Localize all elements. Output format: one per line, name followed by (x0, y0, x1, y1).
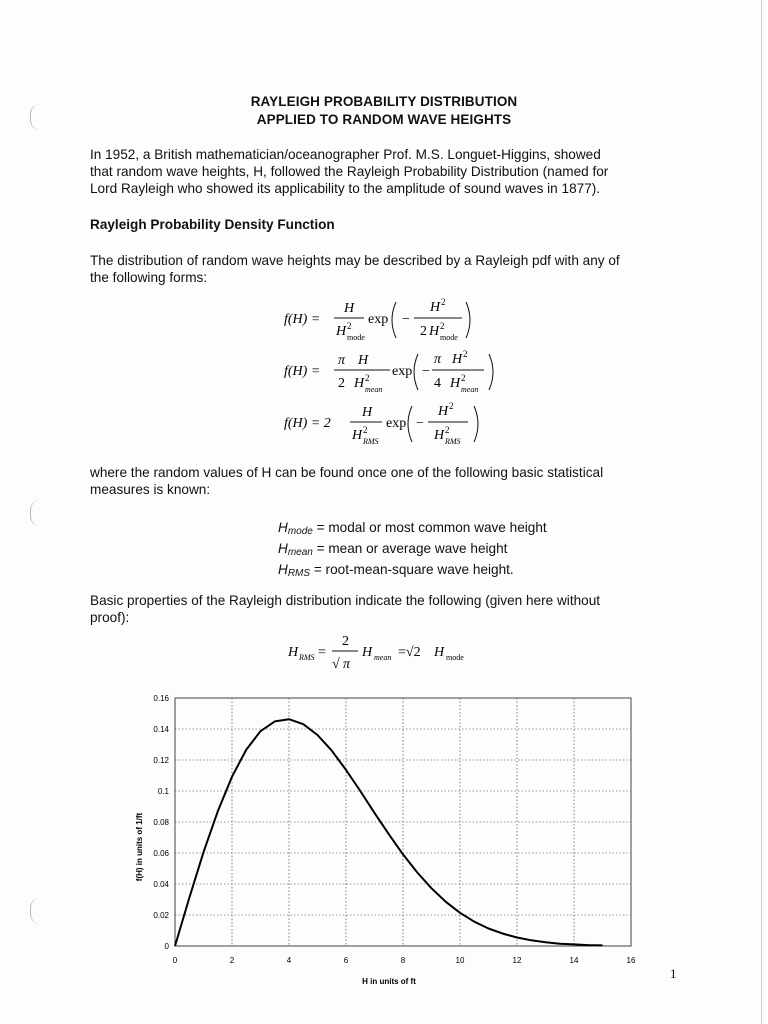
def-subscript: mode (287, 526, 313, 537)
eq-sup: 2 (463, 349, 468, 359)
rel-symbol: H (362, 645, 373, 660)
properties-line: proof): (90, 610, 130, 625)
intro-line: In 1952, a British mathematician/oceanographer Prof. M.S. Longuet-Higgins, showed (90, 147, 601, 162)
chart-ticks (153, 694, 636, 965)
document-title-line-1: RAYLEIGH PROBABILITY DISTRIBUTION (250, 94, 518, 109)
eq-sup: 2 (441, 297, 446, 307)
y-tick-label: 0.04 (153, 880, 169, 889)
eq-numerator: H (438, 404, 449, 419)
y-tick-label: 0.02 (153, 911, 169, 920)
left-paren (414, 354, 418, 390)
eq-sub: RMS (363, 437, 379, 446)
equation-rms-form (284, 400, 494, 451)
x-axis-label: H in units of ft (362, 977, 416, 986)
eq-denominator: H (354, 376, 365, 391)
x-tick-label: 2 (229, 956, 235, 965)
chart-grid (175, 698, 631, 946)
definition-rms (278, 561, 547, 582)
def-symbol: H (278, 562, 288, 577)
eq-coefficient: 2 (420, 324, 427, 339)
y-tick-label: 0.06 (153, 849, 169, 858)
intro-line: Lord Rayleigh who showed its applicability to the amplitude of sound waves in 1877). (90, 181, 601, 196)
pdf-line: the following forms: (90, 270, 208, 285)
punch-hole-mark (30, 500, 41, 526)
eq-denominator: H (429, 324, 440, 339)
left-paren (408, 406, 412, 442)
section-heading: Rayleigh Probability Density Function (90, 217, 335, 232)
eq-numerator: H (344, 301, 355, 316)
properties-line: Basic properties of the Rayleigh distribution indicate the following (given here without (90, 593, 601, 608)
right-paren (466, 302, 470, 338)
eq-pi: π (434, 352, 442, 367)
properties-paragraph (90, 592, 680, 626)
eq-exp: exp (392, 364, 413, 379)
rayleigh-series-line (175, 719, 603, 946)
eq-exp: exp (386, 416, 407, 431)
eq-denominator: H (434, 428, 445, 443)
def-text: = modal or most common wave height (312, 520, 547, 535)
eq-numerator: H (362, 405, 373, 420)
eq-denominator: H (352, 428, 363, 443)
rayleigh-pdf-chart (120, 688, 660, 988)
def-symbol: H (278, 541, 288, 556)
def-text: = root-mean-square wave height. (310, 562, 514, 577)
def-subscript: mean (287, 547, 313, 558)
eq-minus: − (422, 364, 430, 379)
eq-lhs: f(H) = (284, 312, 321, 327)
eq-sub: mode (440, 333, 458, 342)
eq-lhs: f(H) = 2 (284, 416, 331, 431)
eq-denominator: H (450, 376, 461, 391)
x-tick-label: 0 (172, 956, 178, 965)
x-tick-label: 8 (400, 956, 406, 965)
def-text: = mean or average wave height (312, 541, 508, 556)
rel-sub: RMS (299, 653, 315, 662)
equation-svg (284, 400, 494, 446)
eq-numerator: H (430, 300, 441, 315)
eq-coefficient: 2 (338, 376, 345, 391)
measures-line: where the random values of H can be found once one of the following basic statistical (90, 465, 604, 480)
eq-sub: mode (347, 333, 365, 342)
page-number: 1 (670, 966, 677, 981)
scan-edge (761, 0, 762, 1024)
eq-minus: − (416, 416, 424, 431)
x-tick-label: 4 (286, 956, 292, 965)
chart-curve-group (175, 719, 603, 946)
y-tick-label: 0.08 (153, 818, 169, 827)
equation-svg (284, 296, 494, 342)
equation-svg (284, 348, 494, 394)
eq-coefficient: 4 (434, 376, 441, 391)
x-tick-label: 14 (569, 956, 579, 965)
rel-sub: mode (446, 653, 464, 662)
y-tick-label: 0.1 (157, 787, 169, 796)
eq-sup: 2 (449, 401, 454, 411)
eq-sup: 2 (445, 425, 450, 435)
definition-mode (278, 519, 547, 540)
eq-sup: 2 (461, 373, 466, 383)
punch-hole-mark (30, 898, 41, 924)
eq-sup: 2 (365, 373, 370, 383)
y-axis-label: f(H) in units of 1/ft (135, 812, 144, 882)
eq-sup: 2 (347, 321, 352, 331)
eq-pi: π (338, 353, 346, 368)
right-paren (489, 354, 493, 390)
left-paren (392, 302, 396, 338)
pdf-paragraph (90, 252, 680, 286)
def-subscript: RMS (287, 568, 311, 579)
intro-line: that random wave heights, H, followed the Rayleigh Probability Distribution (named for (90, 164, 609, 179)
equation-svg (288, 628, 488, 674)
y-tick-label: 0.14 (153, 725, 169, 734)
eq-sub: RMS (445, 437, 461, 446)
eq-exp: exp (368, 312, 389, 327)
x-tick-label: 10 (455, 956, 465, 965)
equation-mean-form (284, 348, 494, 399)
eq-minus: − (402, 312, 410, 327)
definition-mean (278, 540, 547, 561)
rel-equals: = (318, 645, 326, 660)
eq-sup: 2 (363, 425, 368, 435)
eq-sup: 2 (440, 321, 445, 331)
rel-symbol: H (434, 645, 445, 660)
y-tick-label: 0.16 (153, 694, 169, 703)
equation-relation (288, 628, 488, 679)
equation-mode-form (284, 296, 494, 347)
measures-line: measures is known: (90, 482, 211, 497)
rel-symbol: H (288, 645, 299, 660)
rel-pi: π (343, 657, 351, 672)
eq-sub: mean (461, 385, 479, 394)
rel-numerator: 2 (342, 634, 349, 649)
x-tick-label: 12 (512, 956, 522, 965)
rel-sqrt: √ (332, 657, 340, 672)
def-symbol: H (278, 520, 288, 535)
eq-lhs: f(H) = (284, 364, 321, 379)
eq-sub: mean (365, 385, 383, 394)
x-tick-label: 16 (626, 956, 636, 965)
document-title-line-2: APPLIED TO RANDOM WAVE HEIGHTS (256, 112, 512, 127)
y-tick-label: 0 (164, 942, 169, 951)
eq-denominator: H (336, 324, 347, 339)
measures-paragraph (90, 464, 680, 498)
x-tick-label: 6 (343, 956, 349, 965)
intro-paragraph (90, 146, 680, 197)
rel-sub: mean (374, 653, 392, 662)
y-tick-label: 0.12 (153, 756, 169, 765)
pdf-line: The distribution of random wave heights may be described by a Rayleigh pdf with any of (90, 253, 620, 268)
definitions-list (278, 519, 547, 582)
eq-numerator: H (452, 352, 463, 367)
right-paren (474, 406, 478, 442)
eq-numerator: H (358, 353, 369, 368)
rel-equals-sqrt2: =√2 (398, 645, 421, 660)
